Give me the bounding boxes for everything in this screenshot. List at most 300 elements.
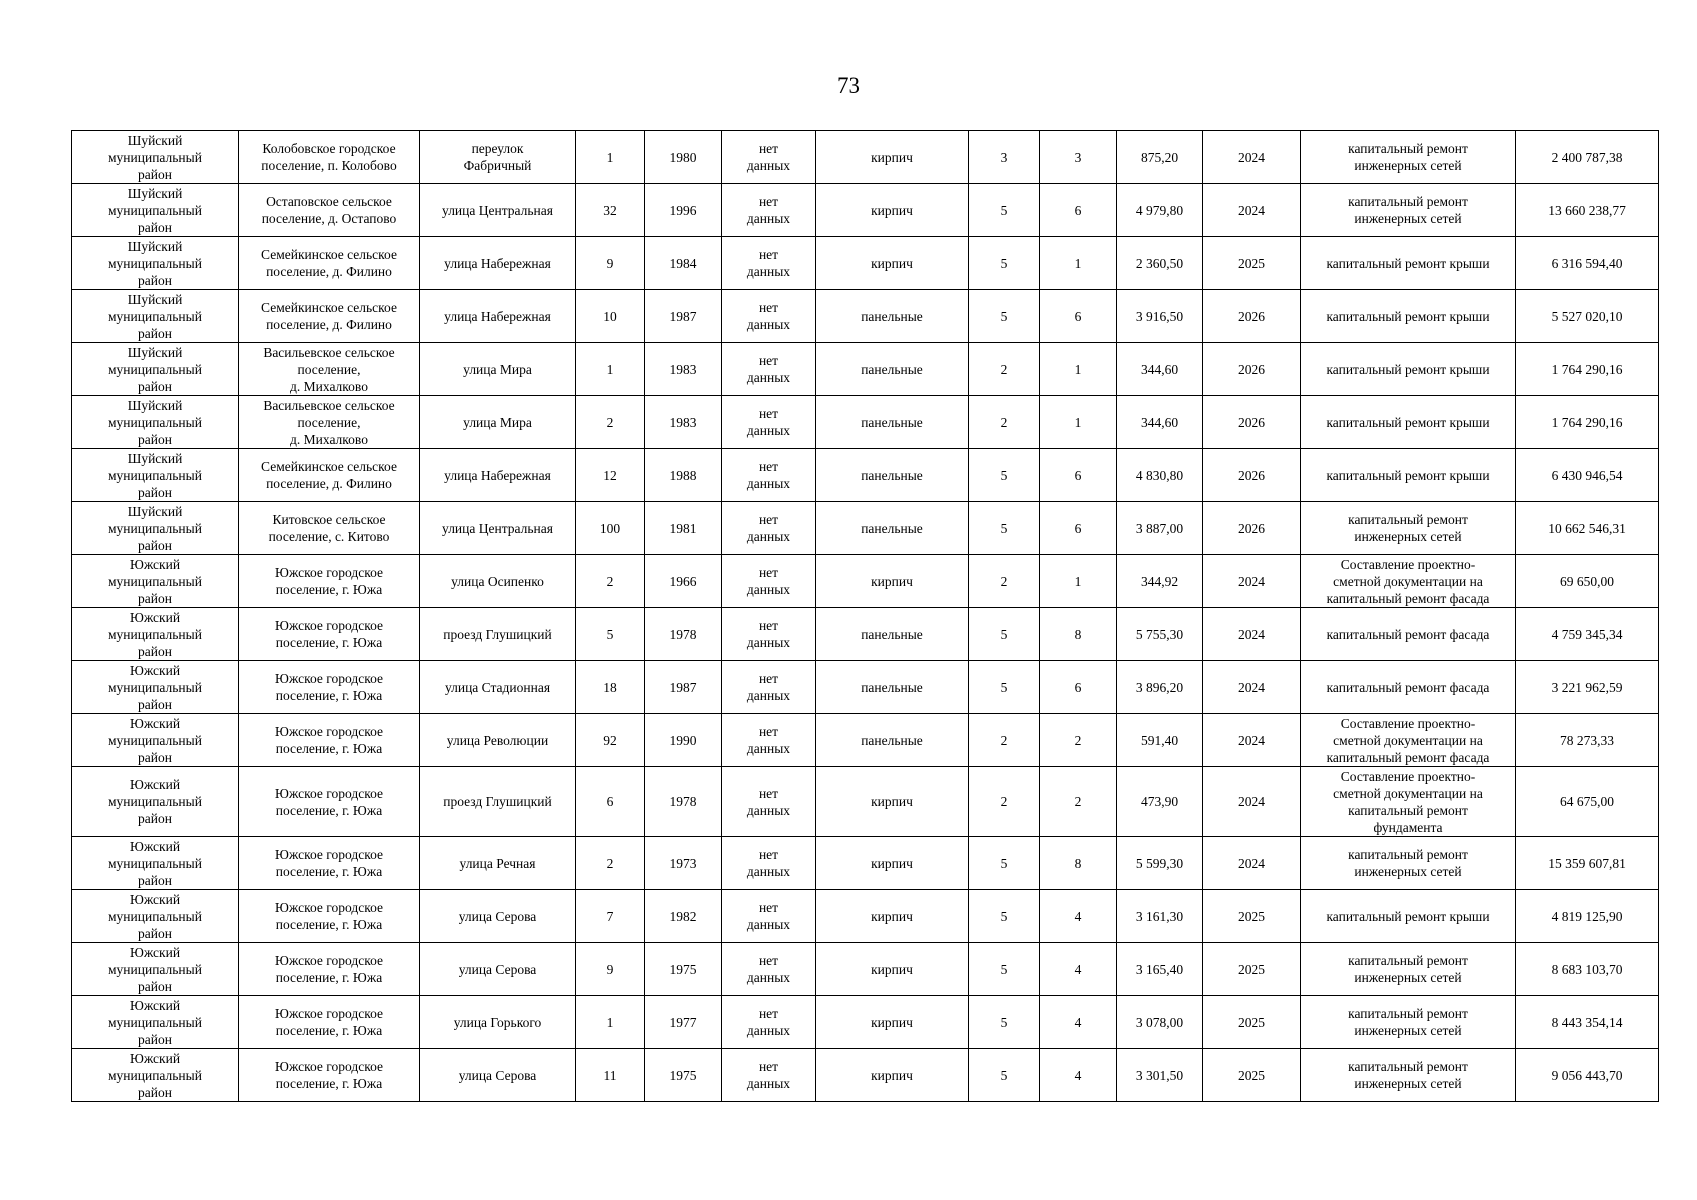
info-cell-line: нет: [758, 406, 779, 421]
year-built-cell: 1966: [645, 555, 722, 608]
settlement-cell-line: поселение, г. Южа: [275, 970, 383, 985]
street-cell-line: улица Мира: [463, 414, 532, 430]
settlement-cell-line: д. Михалково: [290, 431, 368, 447]
year-built-cell: 1987: [645, 290, 722, 343]
wall-material-cell: панельные: [816, 290, 969, 343]
district-cell: [72, 449, 239, 502]
cost-cell: 64 675,00: [1516, 767, 1659, 837]
plan-year-cell: 2024: [1203, 714, 1301, 767]
settlement-cell-line: поселение, г. Южа: [275, 741, 383, 756]
settlement-cell: [239, 502, 420, 555]
street-cell-line: проезд Глушицкий: [443, 626, 552, 642]
settlement-cell-line: поселение,: [297, 361, 361, 377]
area-cell: 344,60: [1117, 396, 1203, 449]
settlement-cell: [239, 661, 420, 714]
settlement-cell-line: д. Михалково: [290, 378, 368, 394]
settlement-cell-line: поселение,: [297, 414, 361, 430]
district-cell: [72, 343, 239, 396]
info-cell-line: нет: [758, 1059, 779, 1074]
settlement-cell: [239, 131, 420, 184]
entrances-cell: 6: [1040, 502, 1117, 555]
settlement-cell-line: поселение, г. Южа: [275, 802, 383, 818]
district-cell-line: Шуйский: [127, 185, 183, 201]
house-number-cell: 18: [576, 661, 645, 714]
district-cell-line: Южский: [129, 838, 181, 854]
street-cell: [420, 555, 576, 608]
district-cell: [72, 943, 239, 996]
district-cell: [72, 1049, 239, 1102]
info-cell-line: данных: [746, 158, 791, 173]
year-built-cell: 1975: [645, 943, 722, 996]
settlement-cell-line: Васильевское сельское: [263, 344, 395, 360]
info-cell: [722, 661, 816, 714]
info-cell-line: нет: [758, 141, 779, 156]
area-cell: 3 165,40: [1117, 943, 1203, 996]
district-cell-line: муниципальный: [108, 961, 202, 977]
area-cell: 2 360,50: [1117, 237, 1203, 290]
area-cell: 3 301,50: [1117, 1049, 1203, 1102]
district-cell-line: район: [138, 1084, 172, 1100]
house-number-cell: 5: [576, 608, 645, 661]
street-cell-line: улица Серова: [458, 961, 537, 977]
street-cell-line: улица Речная: [459, 855, 536, 871]
area-cell: 875,20: [1117, 131, 1203, 184]
settlement-cell-line: Семейкинское сельское: [261, 247, 397, 262]
info-cell: [722, 502, 816, 555]
settlement-cell-line: Остаповское сельское: [266, 194, 392, 209]
work-type-cell: [1301, 943, 1516, 996]
street-cell-line: улица Мира: [463, 361, 532, 377]
table-row: [72, 396, 1659, 449]
work-type-cell-line: инженерных сетей: [1354, 970, 1462, 985]
info-cell-line: данных: [746, 741, 791, 756]
work-type-cell: [1301, 131, 1516, 184]
entrances-cell: 8: [1040, 608, 1117, 661]
work-type-cell: [1301, 396, 1516, 449]
work-type-cell-line: капитальный ремонт крыши: [1326, 361, 1490, 377]
wall-material-cell: кирпич: [816, 890, 969, 943]
wall-material-cell: кирпич: [816, 943, 969, 996]
settlement-cell-line: поселение, с. Китово: [268, 529, 390, 544]
district-cell-line: район: [138, 872, 172, 888]
info-cell-line: нет: [758, 565, 779, 580]
area-cell: 344,92: [1117, 555, 1203, 608]
district-cell-line: Шуйский: [127, 397, 183, 413]
district-cell: [72, 184, 239, 237]
district-cell-line: район: [138, 431, 172, 447]
info-cell: [722, 837, 816, 890]
plan-year-cell: 2025: [1203, 943, 1301, 996]
district-cell-line: Южский: [129, 1050, 181, 1066]
settlement-cell: [239, 837, 420, 890]
settlement-cell-line: Южское городское: [275, 1059, 383, 1074]
district-cell: [72, 608, 239, 661]
work-type-cell: [1301, 237, 1516, 290]
work-type-cell-line: капитальный ремонт крыши: [1326, 908, 1490, 924]
house-number-cell: 12: [576, 449, 645, 502]
district-cell-line: муниципальный: [108, 1067, 202, 1083]
district-cell-line: Южский: [129, 556, 181, 572]
work-type-cell-line: капитальный ремонт крыши: [1326, 255, 1490, 271]
plan-year-cell: 2026: [1203, 290, 1301, 343]
district-cell-line: муниципальный: [108, 794, 202, 809]
area-cell: 344,60: [1117, 343, 1203, 396]
street-cell-line: Фабричный: [463, 158, 532, 173]
entrances-cell: 6: [1040, 661, 1117, 714]
work-type-cell-line: капитальный ремонт: [1348, 194, 1468, 209]
info-cell: [722, 943, 816, 996]
district-cell-line: Шуйский: [127, 503, 183, 519]
street-cell: [420, 449, 576, 502]
plan-year-cell: 2025: [1203, 1049, 1301, 1102]
settlement-cell: [239, 996, 420, 1049]
street-cell-line: улица Набережная: [444, 255, 551, 271]
entrances-cell: 4: [1040, 1049, 1117, 1102]
info-cell-line: нет: [758, 1006, 779, 1021]
plan-year-cell: 2026: [1203, 396, 1301, 449]
street-cell: [420, 502, 576, 555]
floors-cell: 5: [969, 184, 1040, 237]
plan-year-cell: 2025: [1203, 237, 1301, 290]
info-cell-line: нет: [758, 247, 779, 262]
settlement-cell-line: поселение, г. Южа: [275, 1076, 383, 1091]
house-number-cell: 11: [576, 1049, 645, 1102]
info-cell-line: нет: [758, 724, 779, 739]
area-cell: 4 830,80: [1117, 449, 1203, 502]
entrances-cell: 1: [1040, 237, 1117, 290]
settlement-cell-line: Южское городское: [275, 671, 383, 686]
work-type-cell-line: инженерных сетей: [1354, 211, 1462, 226]
district-cell-line: Южский: [129, 662, 181, 678]
page-number: 73: [837, 73, 860, 98]
district-cell-line: район: [138, 219, 172, 235]
district-cell-line: район: [138, 749, 172, 765]
district-cell-line: район: [138, 811, 172, 826]
settlement-cell-line: Южское городское: [275, 1006, 383, 1021]
district-cell-line: район: [138, 590, 172, 606]
settlement-cell-line: Южское городское: [275, 618, 383, 633]
year-built-cell: 1978: [645, 608, 722, 661]
floors-cell: 5: [969, 449, 1040, 502]
work-type-cell-line: сметной документации на: [1333, 732, 1483, 748]
wall-material-cell: кирпич: [816, 131, 969, 184]
entrances-cell: 6: [1040, 449, 1117, 502]
work-type-cell: [1301, 890, 1516, 943]
district-cell-line: муниципальный: [108, 626, 202, 642]
settlement-cell-line: Южское городское: [275, 565, 383, 580]
floors-cell: 5: [969, 661, 1040, 714]
street-cell: [420, 996, 576, 1049]
table-row: [72, 502, 1659, 555]
street-cell: [420, 767, 576, 837]
settlement-cell-line: Южское городское: [275, 953, 383, 968]
cost-cell: 6 316 594,40: [1516, 237, 1659, 290]
cost-cell: 8 683 103,70: [1516, 943, 1659, 996]
entrances-cell: 2: [1040, 714, 1117, 767]
floors-cell: 5: [969, 1049, 1040, 1102]
settlement-cell-line: Семейкинское сельское: [261, 300, 397, 315]
settlement-cell-line: поселение, д. Филино: [266, 476, 392, 491]
district-cell-line: район: [138, 925, 172, 941]
settlement-cell-line: поселение, д. Остапово: [261, 211, 397, 226]
district-cell: [72, 237, 239, 290]
settlement-cell-line: поселение, г. Южа: [275, 688, 383, 703]
info-cell-line: данных: [746, 317, 791, 332]
settlement-cell-line: Южское городское: [275, 900, 383, 915]
district-cell-line: Шуйский: [127, 238, 183, 254]
settlement-cell-line: поселение, г. Южа: [275, 1023, 383, 1038]
street-cell: [420, 1049, 576, 1102]
info-cell: [722, 555, 816, 608]
entrances-cell: 2: [1040, 767, 1117, 837]
district-cell-line: муниципальный: [108, 255, 202, 271]
work-type-cell: [1301, 502, 1516, 555]
work-type-cell-line: капитальный ремонт: [1348, 141, 1468, 156]
street-cell: [420, 343, 576, 396]
wall-material-cell: кирпич: [816, 237, 969, 290]
district-cell-line: район: [138, 696, 172, 712]
district-cell-line: муниципальный: [108, 520, 202, 536]
plan-year-cell: 2024: [1203, 661, 1301, 714]
area-cell: 3 887,00: [1117, 502, 1203, 555]
street-cell-line: улица Горького: [453, 1014, 542, 1030]
street-cell: [420, 661, 576, 714]
settlement-cell-line: Южское городское: [275, 724, 383, 739]
settlement-cell-line: Южское городское: [275, 785, 383, 801]
street-cell-line: улица Набережная: [444, 308, 551, 324]
street-cell: [420, 290, 576, 343]
table-row: [72, 131, 1659, 184]
district-cell: [72, 996, 239, 1049]
housing-repair-table: [71, 130, 1659, 1102]
work-type-cell-line: капитальный ремонт крыши: [1326, 414, 1490, 430]
info-cell: [722, 184, 816, 237]
info-cell-line: нет: [758, 459, 779, 474]
entrances-cell: 8: [1040, 837, 1117, 890]
info-cell-line: нет: [758, 671, 779, 686]
district-cell-line: Шуйский: [127, 291, 183, 307]
table-row: [72, 714, 1659, 767]
work-type-cell-line: инженерных сетей: [1354, 529, 1462, 544]
house-number-cell: 1: [576, 996, 645, 1049]
district-cell-line: муниципальный: [108, 855, 202, 871]
plan-year-cell: 2026: [1203, 449, 1301, 502]
district-cell-line: район: [138, 378, 172, 394]
street-cell-line: улица Осипенко: [451, 573, 544, 589]
district-cell-line: район: [138, 484, 172, 500]
settlement-cell: [239, 714, 420, 767]
wall-material-cell: кирпич: [816, 767, 969, 837]
info-cell-line: данных: [746, 1076, 791, 1091]
settlement-cell: [239, 290, 420, 343]
settlement-cell: [239, 767, 420, 837]
settlement-cell-line: поселение, д. Филино: [266, 317, 392, 332]
plan-year-cell: 2025: [1203, 996, 1301, 1049]
street-cell: [420, 890, 576, 943]
table-row: [72, 449, 1659, 502]
settlement-cell: [239, 555, 420, 608]
table-row: [72, 237, 1659, 290]
cost-cell: 5 527 020,10: [1516, 290, 1659, 343]
info-cell: [722, 890, 816, 943]
work-type-cell-line: капитальный ремонт фасада: [1326, 590, 1490, 606]
settlement-cell-line: Колобовское городское: [262, 141, 396, 156]
work-type-cell-line: капитальный ремонт: [1348, 1059, 1468, 1074]
entrances-cell: 4: [1040, 943, 1117, 996]
cost-cell: 78 273,33: [1516, 714, 1659, 767]
settlement-cell: [239, 237, 420, 290]
work-type-cell-line: капитальный ремонт крыши: [1326, 467, 1490, 483]
district-cell-line: Южский: [129, 891, 181, 907]
district-cell: [72, 714, 239, 767]
cost-cell: 8 443 354,14: [1516, 996, 1659, 1049]
wall-material-cell: кирпич: [816, 1049, 969, 1102]
table-row: [72, 767, 1659, 837]
info-cell-line: данных: [746, 370, 791, 385]
wall-material-cell: кирпич: [816, 184, 969, 237]
info-cell-line: нет: [758, 618, 779, 633]
house-number-cell: 1: [576, 343, 645, 396]
work-type-cell-line: инженерных сетей: [1354, 158, 1462, 173]
table-row: [72, 837, 1659, 890]
info-cell-line: данных: [746, 476, 791, 491]
district-cell: [72, 555, 239, 608]
info-cell: [722, 449, 816, 502]
settlement-cell: [239, 343, 420, 396]
cost-cell: 15 359 607,81: [1516, 837, 1659, 890]
street-cell-line: улица Революции: [446, 732, 549, 748]
info-cell-line: нет: [758, 353, 779, 368]
work-type-cell-line: Составление проектно-: [1340, 715, 1476, 731]
settlement-cell: [239, 184, 420, 237]
district-cell-line: Шуйский: [127, 344, 183, 360]
settlement-cell: [239, 608, 420, 661]
year-built-cell: 1987: [645, 661, 722, 714]
wall-material-cell: панельные: [816, 714, 969, 767]
year-built-cell: 1978: [645, 767, 722, 837]
work-type-cell-line: капитальный ремонт: [1348, 802, 1468, 818]
work-type-cell: [1301, 661, 1516, 714]
cost-cell: 13 660 238,77: [1516, 184, 1659, 237]
house-number-cell: 6: [576, 767, 645, 837]
floors-cell: 5: [969, 290, 1040, 343]
plan-year-cell: 2024: [1203, 608, 1301, 661]
work-type-cell: [1301, 837, 1516, 890]
street-cell-line: улица Центральная: [442, 520, 553, 536]
settlement-cell-line: поселение, г. Южа: [275, 635, 383, 650]
table-row: [72, 890, 1659, 943]
floors-cell: 2: [969, 714, 1040, 767]
district-cell-line: район: [138, 537, 172, 553]
district-cell: [72, 767, 239, 837]
settlement-cell: [239, 396, 420, 449]
cost-cell: 10 662 546,31: [1516, 502, 1659, 555]
area-cell: 473,90: [1117, 767, 1203, 837]
info-cell-line: нет: [758, 900, 779, 915]
floors-cell: 5: [969, 608, 1040, 661]
district-cell: [72, 396, 239, 449]
house-number-cell: 100: [576, 502, 645, 555]
info-cell-line: нет: [758, 953, 779, 968]
settlement-cell-line: поселение, г. Южа: [275, 582, 383, 597]
street-cell: [420, 837, 576, 890]
work-type-cell-line: капитальный ремонт фасада: [1326, 626, 1490, 642]
work-type-cell-line: капитальный ремонт фасада: [1326, 749, 1490, 765]
district-cell-line: муниципальный: [108, 467, 202, 483]
district-cell-line: район: [138, 272, 172, 288]
info-cell-line: данных: [746, 970, 791, 985]
entrances-cell: 4: [1040, 996, 1117, 1049]
district-cell-line: муниципальный: [108, 573, 202, 589]
house-number-cell: 2: [576, 396, 645, 449]
floors-cell: 5: [969, 502, 1040, 555]
area-cell: 5 755,30: [1117, 608, 1203, 661]
work-type-cell: [1301, 767, 1516, 837]
year-built-cell: 1980: [645, 131, 722, 184]
info-cell: [722, 237, 816, 290]
settlement-cell: [239, 890, 420, 943]
settlement-cell: [239, 449, 420, 502]
area-cell: 3 916,50: [1117, 290, 1203, 343]
info-cell: [722, 343, 816, 396]
floors-cell: 2: [969, 767, 1040, 837]
work-type-cell: [1301, 714, 1516, 767]
entrances-cell: 6: [1040, 184, 1117, 237]
settlement-cell-line: Васильевское сельское: [263, 397, 395, 413]
cost-cell: 3 221 962,59: [1516, 661, 1659, 714]
year-built-cell: 1988: [645, 449, 722, 502]
district-cell-line: муниципальный: [108, 732, 202, 748]
work-type-cell-line: инженерных сетей: [1354, 1076, 1462, 1091]
street-cell-line: улица Серова: [458, 908, 537, 924]
cost-cell: 1 764 290,16: [1516, 343, 1659, 396]
year-built-cell: 1996: [645, 184, 722, 237]
settlement-cell: [239, 1049, 420, 1102]
street-cell: [420, 184, 576, 237]
district-cell-line: муниципальный: [108, 361, 202, 377]
info-cell-line: нет: [758, 847, 779, 862]
plan-year-cell: 2024: [1203, 184, 1301, 237]
info-cell: [722, 131, 816, 184]
info-cell: [722, 714, 816, 767]
floors-cell: 5: [969, 890, 1040, 943]
work-type-cell: [1301, 449, 1516, 502]
settlement-cell-line: поселение, д. Филино: [266, 264, 392, 279]
entrances-cell: 4: [1040, 890, 1117, 943]
work-type-cell-line: Составление проектно-: [1340, 768, 1476, 784]
house-number-cell: 2: [576, 555, 645, 608]
year-built-cell: 1983: [645, 396, 722, 449]
work-type-cell-line: капитальный ремонт: [1348, 1006, 1468, 1021]
street-cell-line: переулок: [471, 141, 524, 156]
work-type-cell-line: капитальный ремонт крыши: [1326, 308, 1490, 324]
district-cell-line: Шуйский: [127, 132, 183, 148]
work-type-cell: [1301, 555, 1516, 608]
district-cell-line: Южский: [129, 609, 181, 625]
wall-material-cell: панельные: [816, 396, 969, 449]
cost-cell: 69 650,00: [1516, 555, 1659, 608]
cost-cell: 2 400 787,38: [1516, 131, 1659, 184]
floors-cell: 5: [969, 237, 1040, 290]
district-cell-line: муниципальный: [108, 414, 202, 430]
district-cell: [72, 890, 239, 943]
settlement-cell-line: поселение, г. Южа: [275, 864, 383, 879]
plan-year-cell: 2024: [1203, 131, 1301, 184]
street-cell: [420, 608, 576, 661]
house-number-cell: 7: [576, 890, 645, 943]
area-cell: 5 599,30: [1117, 837, 1203, 890]
work-type-cell-line: сметной документации на: [1333, 573, 1483, 589]
